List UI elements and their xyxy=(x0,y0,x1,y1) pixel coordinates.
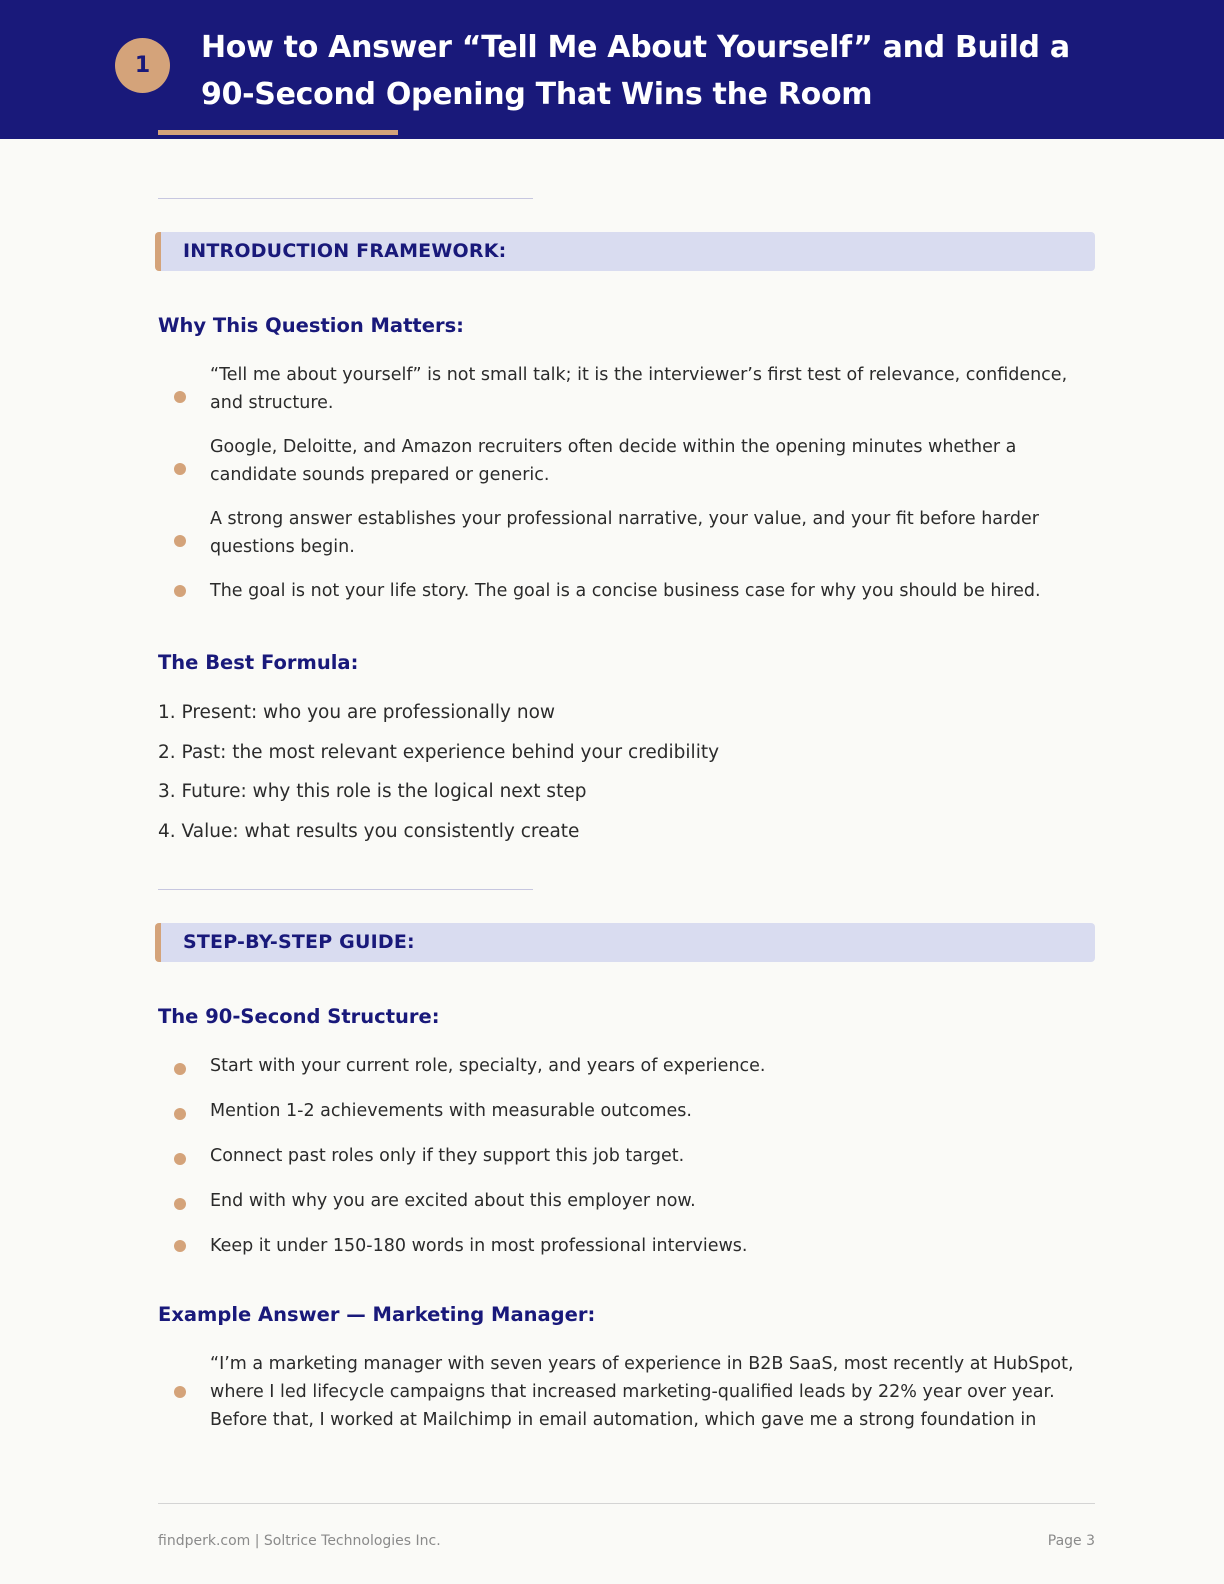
list-item: Start with your current role, specialty, and years of experience. xyxy=(158,1052,1098,1097)
bullet-list-why-matters xyxy=(158,361,1098,605)
list-item: A strong answer establishes your professional narrative, your value, and your fit before harder questions begin. xyxy=(158,505,1098,577)
section-divider xyxy=(158,198,533,199)
section-banner-introduction xyxy=(155,232,1095,271)
list-item: The goal is not your life story. The goal is a concise business case for why you should be hired. xyxy=(158,577,1098,605)
subheading-why-question-matters: Why This Question Matters: xyxy=(158,314,464,337)
bullet-dot-icon xyxy=(174,535,186,547)
section-banner-label: INTRODUCTION FRAMEWORK: xyxy=(183,240,507,262)
list-item: Mention 1-2 achievements with measurable outcomes. xyxy=(158,1097,1098,1142)
page-title: How to Answer “Tell Me About Yourself” and Build a 90-Second Opening That Wins the Room xyxy=(201,30,1070,112)
list-item: 1. Present: who you are professionally now xyxy=(158,702,556,723)
bullet-dot-icon xyxy=(174,463,186,475)
list-item: End with why you are excited about this employer now. xyxy=(158,1187,1098,1232)
chapter-number-badge: 1 xyxy=(115,38,170,93)
bullet-dot-icon xyxy=(174,1108,186,1120)
list-item: “Tell me about yourself” is not small talk; it is the interviewer’s first test of relevance, confidence, and structure. xyxy=(158,361,1098,433)
bullet-dot-icon xyxy=(174,585,186,597)
bullet-dot-icon xyxy=(174,1153,186,1165)
list-item: Keep it under 150-180 words in most professional interviews. xyxy=(158,1232,1098,1260)
bullet-dot-icon xyxy=(174,1386,186,1398)
list-item: 4. Value: what results you consistently create xyxy=(158,820,580,842)
bullet-dot-icon xyxy=(174,391,186,403)
bullet-list-structure xyxy=(158,1052,1098,1260)
page-number: Page 3 xyxy=(1047,1533,1095,1549)
bullet-dot-icon xyxy=(174,1063,186,1075)
list-item: Connect past roles only if they support this job target. xyxy=(158,1142,1098,1187)
subheading-90-second-structure: The 90-Second Structure: xyxy=(158,1005,440,1028)
section-banner-step-by-step xyxy=(155,923,1095,962)
header-accent-bar xyxy=(158,130,398,135)
subheading-example-answer: Example Answer — Marketing Manager: xyxy=(158,1303,596,1326)
list-item: 3. Future: why this role is the logical next step xyxy=(158,781,587,802)
bullet-dot-icon xyxy=(174,1240,186,1252)
subheading-best-formula: The Best Formula: xyxy=(158,651,359,674)
list-item: 2. Past: the most relevant experience behind your credibility xyxy=(158,741,720,763)
bullet-list-example-answer xyxy=(158,1350,1098,1434)
list-item: “I’m a marketing manager with seven years of experience in B2B SaaS, most recently at HubSpot, where I led lifecycle campaigns that increased marketing-qualified leads by 22% year over year. Before that, I worked at Mailchimp in email automation, which gave me a strong foundation in xyxy=(158,1350,1098,1434)
footer-divider xyxy=(158,1503,1095,1504)
list-item: Google, Deloitte, and Amazon recruiters often decide within the opening minutes whether a candidate sounds prepared or generic. xyxy=(158,433,1098,505)
section-banner-label: STEP-BY-STEP GUIDE: xyxy=(183,931,415,953)
numbered-list-formula xyxy=(158,699,1058,857)
section-divider xyxy=(158,889,533,890)
footer-source: findperk.com | Soltrice Technologies Inc. xyxy=(158,1533,441,1549)
bullet-dot-icon xyxy=(174,1198,186,1210)
chapter-header xyxy=(0,0,1224,139)
